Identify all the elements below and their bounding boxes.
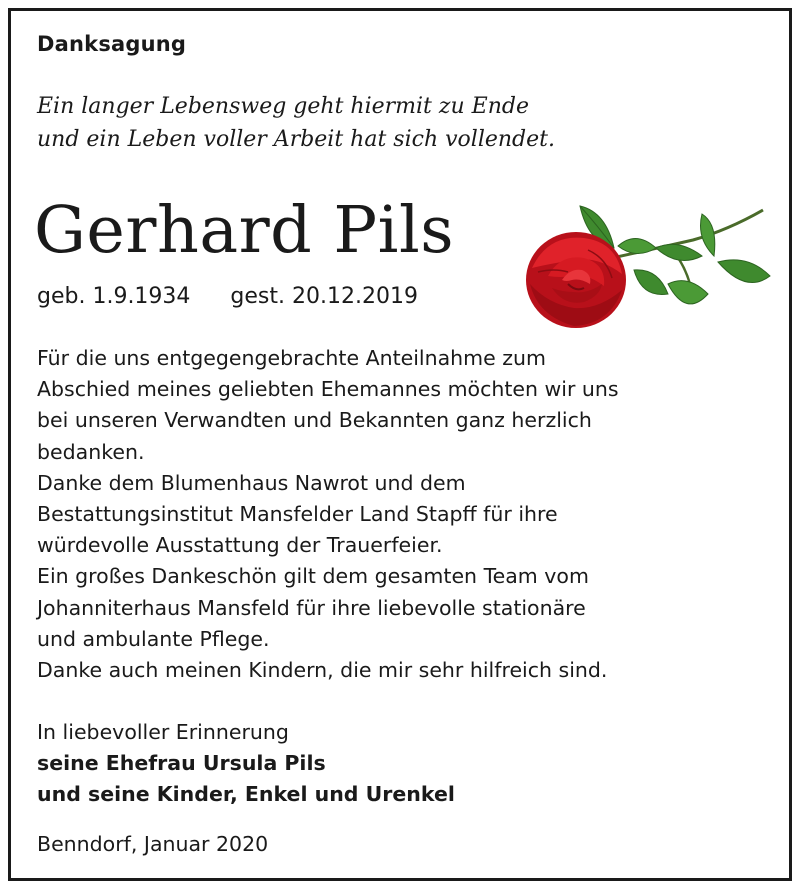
- closing-intro: In liebevoller Erinnerung: [37, 720, 289, 744]
- signature-family: und seine Kinder, Enkel und Urenkel: [37, 782, 455, 806]
- heading-danksagung: Danksagung: [37, 32, 187, 56]
- birth-date: geb. 1.9.1934: [37, 284, 191, 309]
- body-line: würdevolle Ausstattung der Trauerfeier.: [37, 533, 443, 558]
- life-dates: [37, 282, 418, 312]
- death-date: gest. 20.12.2019: [230, 284, 418, 309]
- thank-you-text: [37, 343, 767, 686]
- motto-line-1: Ein langer Lebensweg geht hiermit zu Ende: [37, 94, 529, 119]
- body-line: Ein großes Dankeschön gilt dem gesamten Team vom: [37, 564, 589, 589]
- body-line: Abschied meines geliebten Ehemannes möchten wir uns: [37, 377, 619, 402]
- rose-icon: [518, 198, 778, 338]
- body-line: Bestattungsinstitut Mansfelder Land Stapff für ihre: [37, 502, 558, 527]
- body-line: und ambulante Pflege.: [37, 626, 270, 651]
- signature-wife: seine Ehefrau Ursula Pils: [37, 751, 326, 775]
- body-line: Danke auch meinen Kindern, die mir sehr hilfreich sind.: [37, 658, 608, 683]
- body-line: bedanken.: [37, 439, 145, 464]
- motto-line-2: und ein Leben voller Arbeit hat sich vollendet.: [37, 127, 555, 152]
- body-line: Johanniterhaus Mansfeld für ihre liebevolle stationäre: [37, 595, 586, 620]
- body-line: Für die uns entgegengebrachte Anteilnahme zum: [37, 346, 546, 370]
- body-line: bei unseren Verwandten und Bekannten ganz herzlich: [37, 408, 592, 433]
- deceased-name: Gerhard Pils: [34, 193, 455, 268]
- motto-quote: [37, 90, 555, 156]
- body-line: Danke dem Blumenhaus Nawrot und dem: [37, 470, 466, 495]
- place-and-date: Benndorf, Januar 2020: [37, 832, 269, 856]
- closing-signature: [37, 717, 455, 810]
